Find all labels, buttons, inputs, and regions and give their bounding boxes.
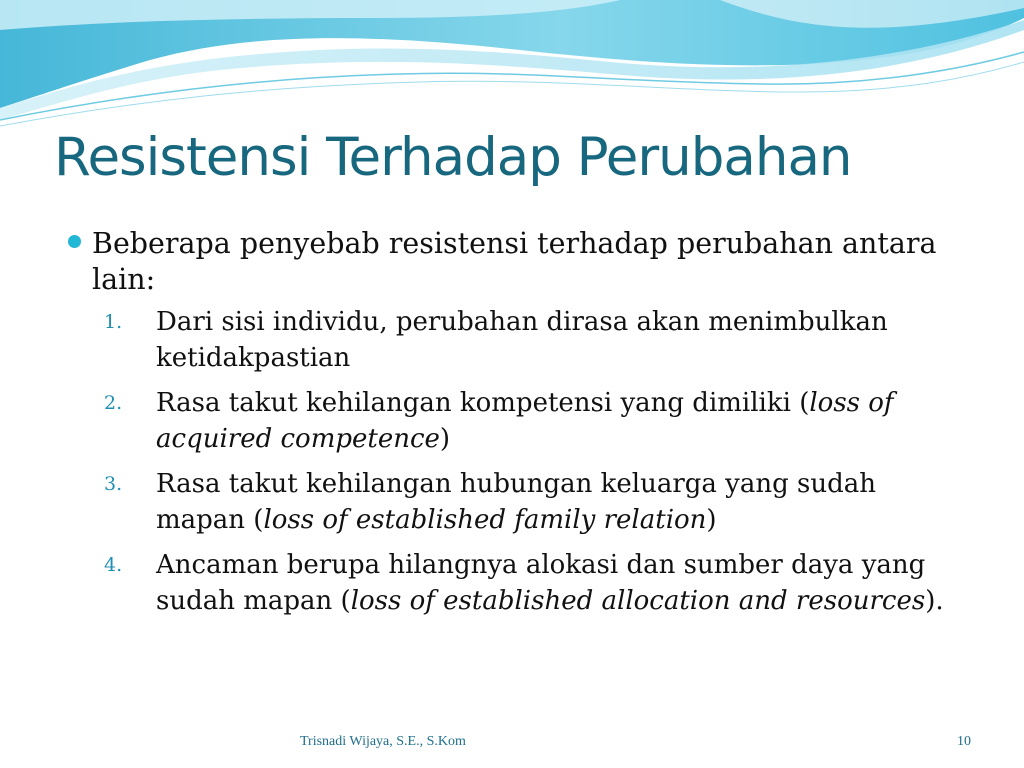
list-item-number: 3. bbox=[104, 473, 123, 495]
list-item-text: Rasa takut kehilangan kompetensi yang dimiliki ( bbox=[156, 388, 810, 418]
bullet-dot-icon bbox=[68, 235, 81, 248]
main-bullet bbox=[66, 226, 966, 298]
slide-title: Resistensi Terhadap Perubahan bbox=[54, 127, 852, 188]
list-item-number: 1. bbox=[104, 311, 123, 333]
list-item bbox=[66, 385, 951, 457]
list-item bbox=[66, 466, 951, 538]
list-item-text: Dari sisi individu, perubahan dirasa akan menimbulkan ketidakpastian bbox=[156, 307, 888, 373]
list-item-italic-term: loss of established family relation bbox=[263, 505, 707, 535]
list-item-text: Rasa takut kehilangan hubungan keluarga yang sudah mapan ( bbox=[156, 469, 877, 535]
list-item-number: 4. bbox=[104, 554, 123, 576]
decorative-wave-header bbox=[0, 0, 1024, 140]
list-item-text-end: ) bbox=[439, 424, 451, 454]
slide-content bbox=[66, 226, 966, 628]
list-item-number: 2. bbox=[104, 392, 123, 414]
list-item-text: Ancaman berupa hilangnya alokasi dan sumber daya yang sudah mapan ( bbox=[156, 550, 926, 616]
list-item-text-end: ) bbox=[706, 505, 717, 535]
list-item-italic-term: loss of established allocation and resources bbox=[350, 586, 926, 616]
list-item bbox=[66, 547, 951, 619]
main-bullet-text: Beberapa penyebab resistensi terhadap perubahan antara lain: bbox=[92, 227, 937, 296]
list-item-text-end: ). bbox=[925, 586, 944, 616]
slide-footer-author: Trisnadi Wijaya, S.E., S.Kom bbox=[300, 734, 466, 749]
list-item bbox=[66, 304, 951, 376]
numbered-list bbox=[66, 304, 966, 619]
list-item-italic-term: loss of acquired competence bbox=[156, 388, 894, 454]
slide-page-number: 10 bbox=[957, 734, 971, 749]
